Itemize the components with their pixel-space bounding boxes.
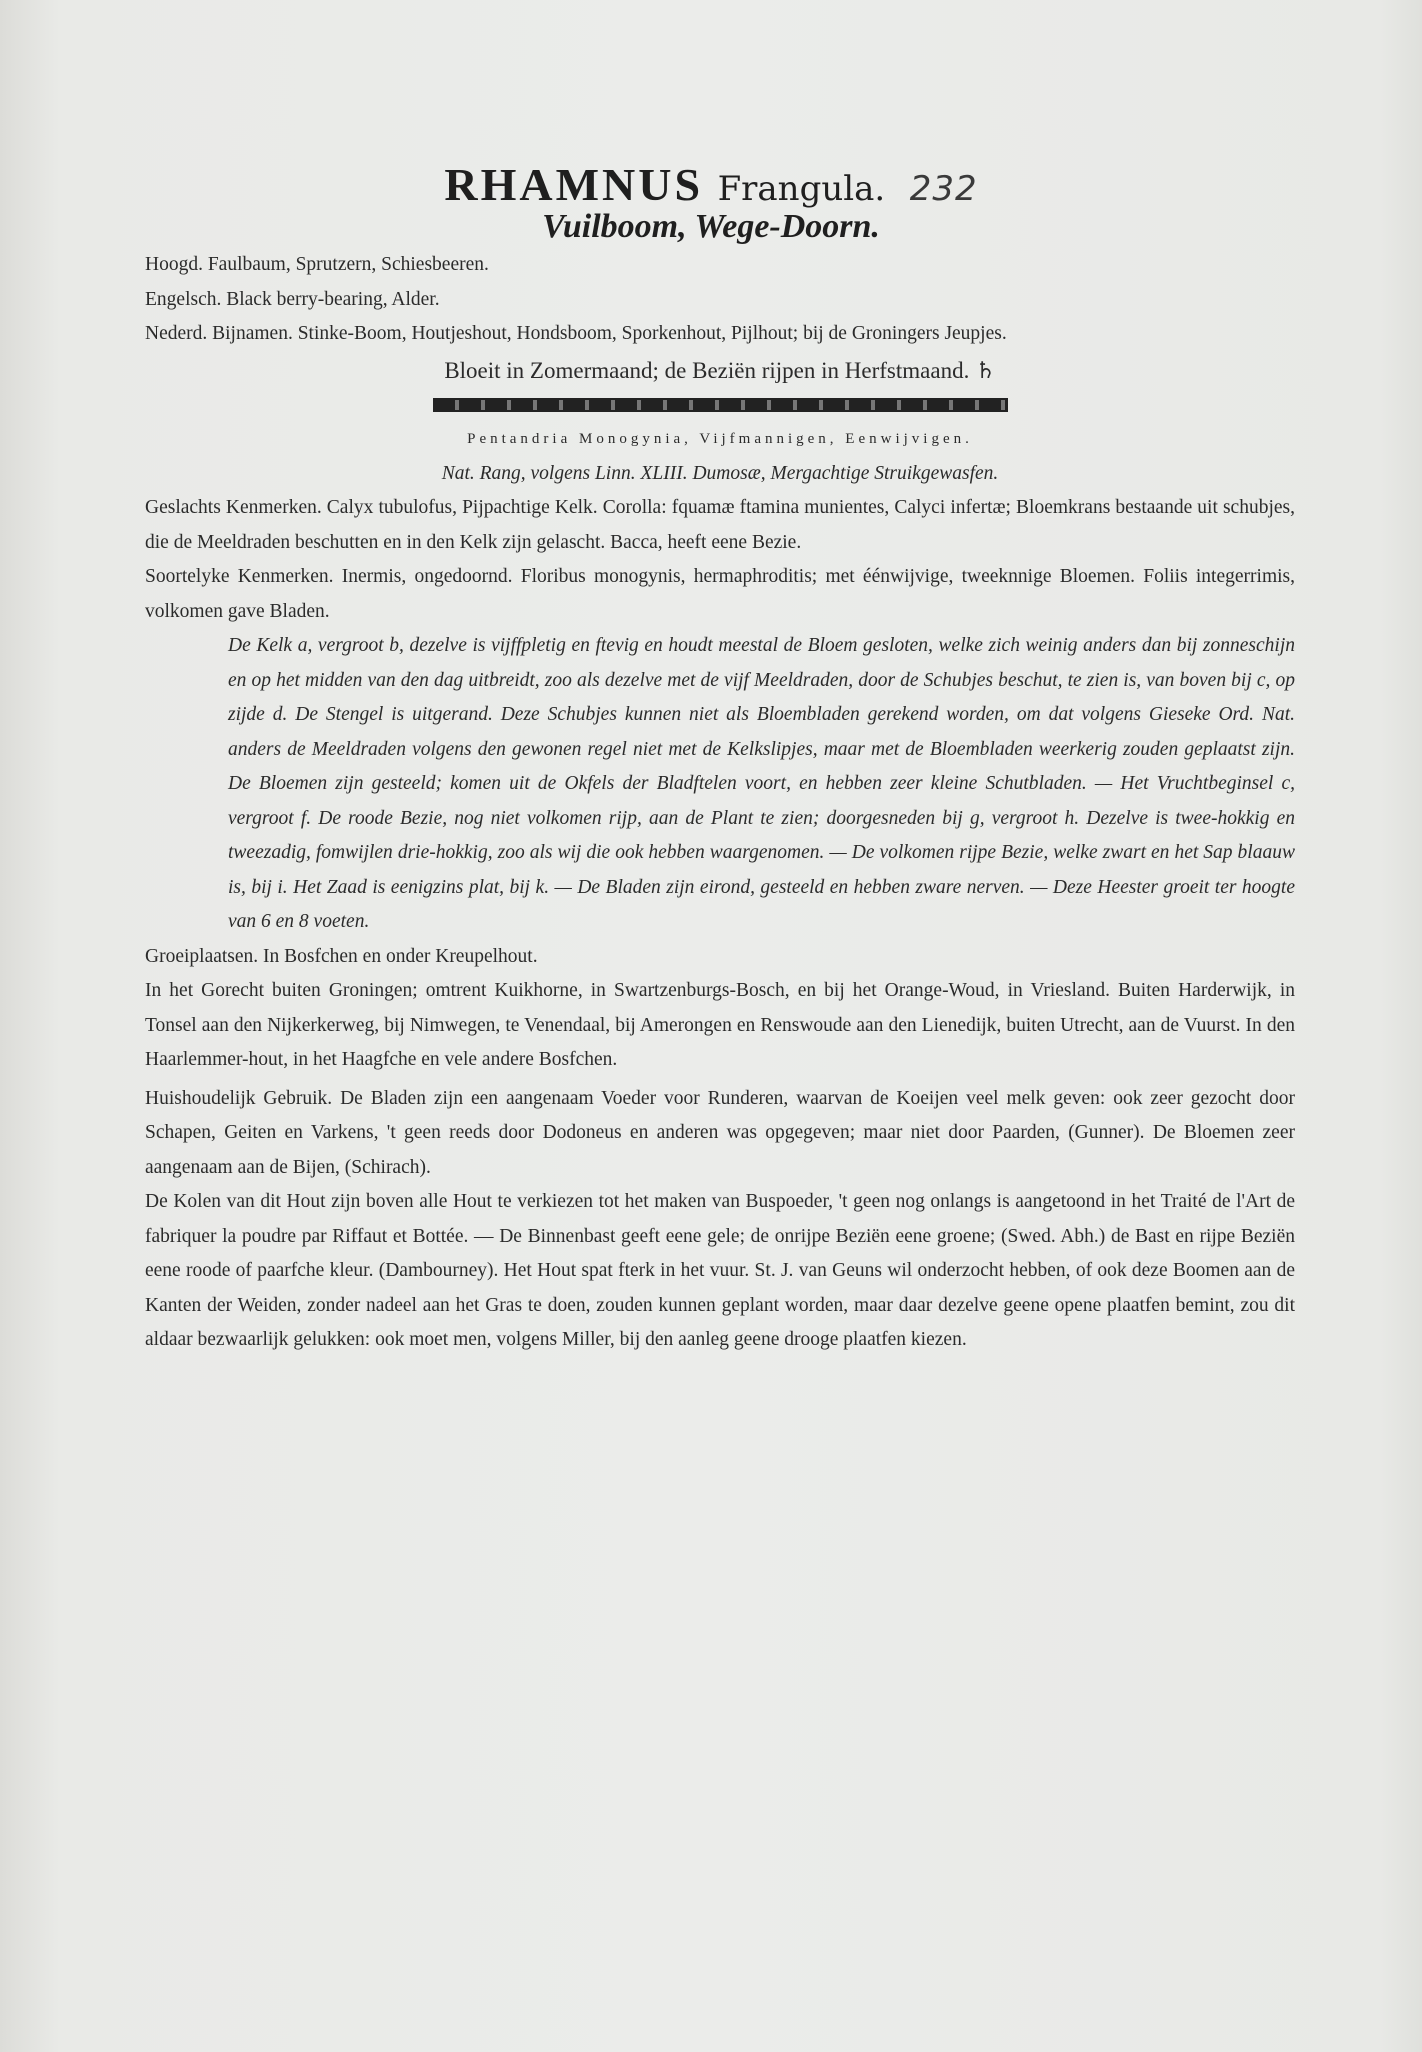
document-body [145, 248, 1295, 1358]
page-title [0, 158, 1422, 211]
habitat-locations: In het Gorecht buiten Groningen; omtrent Kuikhorne, in Swartzenburgs-Bosch, en bij het Orange-Woud, in Vriesland. Buiten Harderwijk, in Tonsel aan den Nijkerkerweg, bij Nimwegen, te Venendaal, bij Amerongen en Renswoude aan den Lienedijk, buiten Utrecht, aan de Vuurst. In den Haarlemmer-hout, in het Haagfche en vele andere Bosfchen. [145, 980, 1295, 1070]
ornamental-rule [433, 398, 1008, 412]
classification-line: Pentandria Monogynia, Vijfmannigen, Eenwijvigen. [467, 431, 973, 447]
synonym-line-english: Engelsch. Black berry-bearing, Alder. [145, 288, 440, 310]
common-names-subtitle: Vuilboom, Wege-Doorn. [542, 208, 880, 245]
synonym-line-german: Hoogd. Faulbaum, Sprutzern, Schiesbeeren. [145, 254, 489, 275]
species-name: Frangula. [717, 169, 886, 209]
synonym-line-dutch: Nederd. Bijnamen. Stinke-Boom, Houtjeshout, Hondsboom, Sporkenhout, Pijlhout; bij de Groningers Jeupjes. [145, 323, 1007, 344]
habitat-heading: Groeiplaatsen. In Bosfchen en onder Kreupelhout. [145, 945, 538, 967]
other-uses: De Kolen van dit Hout zijn boven alle Hout te verkiezen tot het maken van Buspoeder, 't geen nog onlangs is aangetoond in het Traité de l'Art de fabriquer la poudre par Riffaut et Bottée. — De Binnenbast geeft eene gele; de onrijpe Beziën eene groene; (Swed. Abh.) de Bast en rijpe Beziën eene roode of paarfche kleur. (Dambourney). Het Hout spat fterk in het vuur. St. J. van Geuns wil onderzocht hebben, of ook deze Boomen aan de Kanten der Weiden, zonder nadeel aan het Gras te doen, zouden kunnen geplant worden, maar daar dezelve geene opene plaatfen bemint, zou dit aldaar bezwaarlijk gelukken: ook moet men, volgens Miller, bij den aanleg geene drooge plaatfen kiezen. [145, 1191, 1295, 1350]
natural-rank-line: Nat. Rang, volgens Linn. XLIII. Dumosæ, Mergachtige Struikgewasfen. [441, 462, 999, 484]
botanical-description: De Kelk a, vergroot b, dezelve is vijffpletig en ftevig en houdt meestal de Bloem gesloten, welke zich weinig anders dan bij zonneschijn en op het midden van den dag uitbreidt, zoo als dezelve met de vijf Meeldraden, door de Schubjes beschut, te zien is, van boven bij c, op zijde d. De Stengel is uitgerand. Deze Schubjes kunnen niet als Bloembladen gerekend worden, om dat volgens Gieseke Ord. Nat. anders de Meeldraden volgens den gewonen regel niet met de Kelkslipjes, maar met de Bloembladen weerkerig zouden geplaatst zijn. De Bloemen zijn gesteeld; komen uit de Okfels der Bladftelen voort, en hebben zeer kleine Schutbladen. — Het Vruchtbeginsel c, vergroot f. De roode Bezie, nog niet volkomen rijp, aan de Plant te zien; doorgesneden bij g, vergroot h. Dezelve is twee-hokkig en tweezadig, fomwijlen drie-hokkig, zoo als wij die ook hebben waargenomen. — De volkomen rijpe Bezie, welke zwart en het Sap blaauw is, bij i. Het Zaad is eenigzins plat, bij k. — De Bladen zijn eirond, gesteeld en hebben zware nerven. — Deze Heester groeit ter hoogte van 6 en 8 voeten. [228, 635, 1295, 932]
handwritten-plate-number: 232 [909, 169, 978, 209]
specific-characters: Soortelyke Kenmerken. Inermis, ongedoornd. Floribus monogynis, hermaphroditis; met éénwijvige, tweeknnige Bloemen. Foliis integerrimis, volkomen gave Bladen. [145, 566, 1295, 622]
bloom-line: Bloeit in Zomermaand; de Beziën rijpen in Herfstmaand. ♄ [444, 357, 996, 383]
genus-name: RHAMNUS [444, 159, 704, 210]
household-use: Huishoudelijk Gebruik. De Bladen zijn een aangenaam Voeder voor Runderen, waarvan de Koeijen veel melk geven: ook zeer gezocht door Schapen, Geiten en Varkens, 't geen reeds door Dodoneus en anderen was opgegeven; maar niet door Paarden, (Gunner). De Bloemen zeer aangenaam aan de Bijen, (Schirach). [145, 1087, 1295, 1178]
generic-characters: Geslachts Kenmerken. Calyx tubulofus, Pijpachtige Kelk. Corolla: fquamæ ftamina munientes, Calyci infertæ; Bloemkrans bestaande uit schubjes, die de Meeldraden beschutten en in den Kelk zijn gelascht. Bacca, heeft eene Bezie. [145, 497, 1295, 553]
